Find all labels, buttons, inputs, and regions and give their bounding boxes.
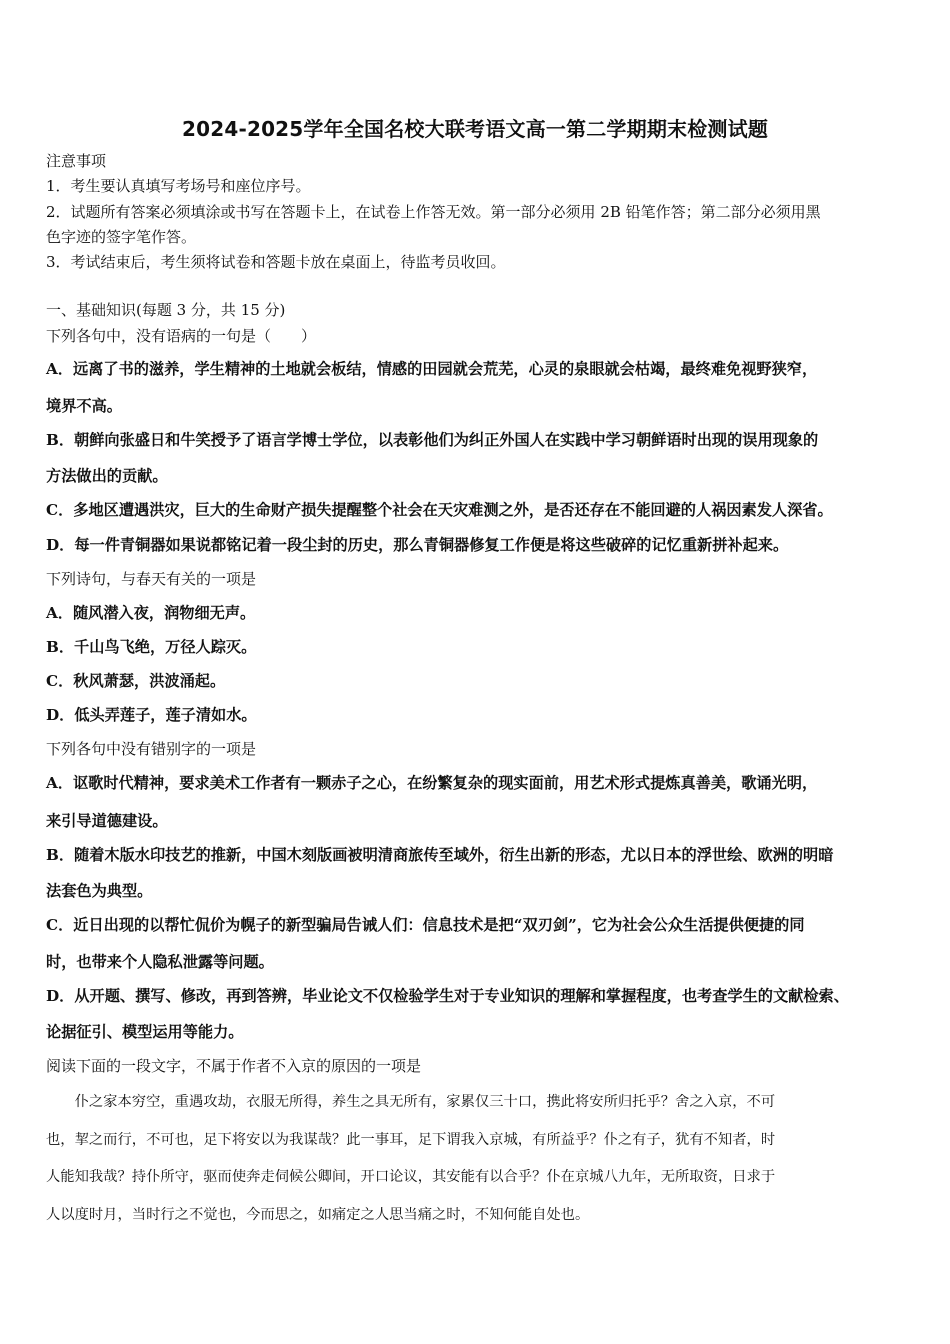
passage-line: 也，挈之而行，不可也，足下将安以为我谋哉？此一事耳，足下谓我入京城，有所益乎？仆之有子，犹有不知者，时 xyxy=(46,1132,776,1148)
notice-line: 色字迹的签字笔作答。 xyxy=(46,228,197,246)
passage-line: 人以度时月，当时行之不觉也，今而思之，如痛定之人思当痛之时，不知何能自处也。 xyxy=(46,1207,590,1223)
notice-line: 1．考生要认真填写考场号和座位序号。 xyxy=(46,177,311,195)
option-line: D．低头弄莲子，莲子清如水。 xyxy=(46,706,257,724)
question-stem: 下列各句中，没有语病的一句是（ ） xyxy=(46,327,317,345)
option-line: 论据征引、模型运用等能力。 xyxy=(46,1023,244,1041)
option-line: C．秋风萧瑟，洪波涌起。 xyxy=(46,672,226,690)
option-line: 法套色为典型。 xyxy=(46,882,153,900)
option-line: C．近日出现的以帮忙侃价为幌子的新型骗局告诫人们：信息技术是把“双刃剑”，它为社会公众生活提供便捷的同 xyxy=(46,916,805,934)
notice-line: 2．试题所有答案必须填涂或书写在答题卡上，在试卷上作答无效。第一部分必须用 2B 铅笔作答；第二部分必须用黑 xyxy=(46,203,821,221)
option-line: A．讴歌时代精神，要求美术工作者有一颗赤子之心，在纷繁复杂的现实面前，用艺术形式提炼真善美，歌诵光明， xyxy=(46,774,818,792)
option-line: B．随着木版水印技艺的推新，中国木刻版画被明清商旅传至域外，衍生出新的形态，尤以日本的浮世绘、欧洲的明暗 xyxy=(46,846,834,864)
option-line: 境界不高。 xyxy=(46,397,122,415)
option-line: D．从开题、撰写、修改，再到答辨，毕业论文不仅检验学生对于专业知识的理解和掌握程度，也考查学生的文献检索、 xyxy=(46,987,849,1005)
option-line: A．远离了书的滋养，学生精神的土地就会板结，情感的田园就会荒芜，心灵的泉眼就会枯竭，最终难免视野狭窄， xyxy=(46,360,818,378)
page-title: 2024-2025学年全国名校大联考语文高一第二学期期末检测试题 xyxy=(181,117,769,141)
passage-line: 仆之家本穷空，重遇攻劫，衣服无所得，养生之具无所有，家累仅三十口，携此将安所归托乎？舍之入京，不可 xyxy=(46,1094,776,1110)
option-line: C．多地区遭遇洪灾，巨大的生命财产损失提醒整个社会在天灾难测之外，是否还存在不能回避的人祸因素发人深省。 xyxy=(46,501,833,519)
option-line: B．朝鲜向张盛日和牛笑授予了语言学博士学位，以表彰他们为纠正外国人在实践中学习朝鲜语时出现的误用现象的 xyxy=(46,431,819,449)
option-line: B．千山鸟飞绝，万径人踪灭。 xyxy=(46,638,257,656)
passage-line: 人能知我哉？持仆所守，驱而使奔走伺候公卿间，开口论议，其安能有以合乎？仆在京城八九年，无所取资，日求于 xyxy=(46,1169,776,1185)
notice-heading: 注意事项 xyxy=(46,152,107,170)
question-stem: 下列诗句，与春天有关的一项是 xyxy=(46,570,257,588)
question-stem: 下列各句中没有错别字的一项是 xyxy=(46,740,257,758)
question-stem: 阅读下面的一段文字，不属于作者不入京的原因的一项是 xyxy=(46,1057,422,1075)
option-line: D．每一件青铜器如果说都铭记着一段尘封的历史，那么青铜器修复工作便是将这些破碎的记忆重新拼补起来。 xyxy=(46,536,789,554)
option-line: 方法做出的贡献。 xyxy=(46,467,168,485)
section-heading: 一、基础知识(每题 3 分，共 15 分) xyxy=(46,301,286,319)
option-line: 来引导道德建设。 xyxy=(46,812,168,830)
option-line: A．随风潜入夜，润物细无声。 xyxy=(46,604,256,622)
option-line: 时，也带来个人隐私泄露等问题。 xyxy=(46,953,274,971)
notice-line: 3．考试结束后，考生须将试卷和答题卡放在桌面上，待监考员收回。 xyxy=(46,253,506,271)
